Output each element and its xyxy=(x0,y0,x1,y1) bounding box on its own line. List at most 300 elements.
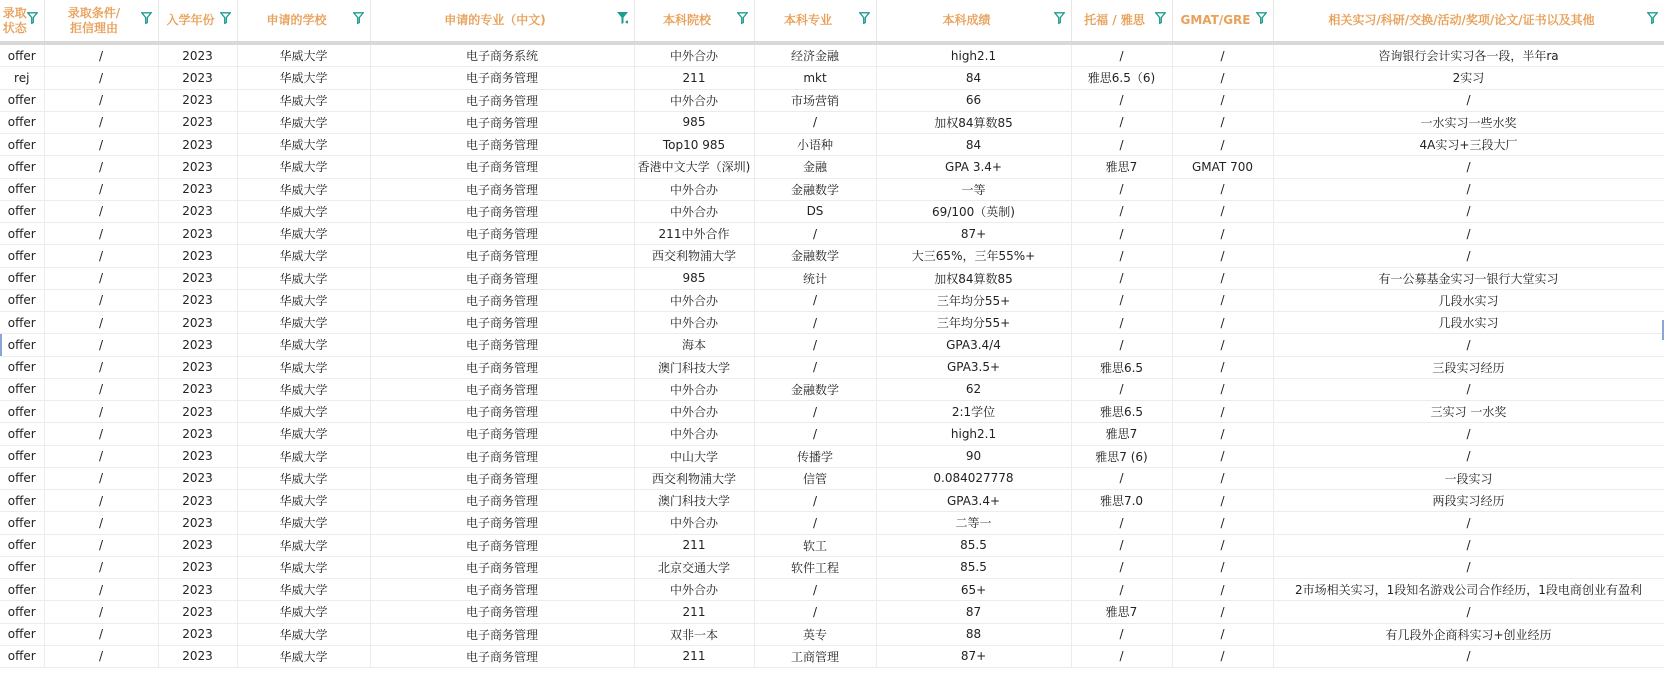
table-row[interactable] xyxy=(0,601,1664,623)
table-cell[interactable]: / xyxy=(44,601,158,623)
table-cell[interactable]: / xyxy=(1172,601,1273,623)
table-cell[interactable]: 中外合办 xyxy=(634,378,754,400)
table-cell[interactable]: / xyxy=(44,45,158,67)
table-cell[interactable]: / xyxy=(1172,267,1273,289)
table-cell[interactable]: 经济金融 xyxy=(754,45,876,67)
table-cell[interactable]: offer xyxy=(0,645,44,667)
table-cell[interactable]: 华威大学 xyxy=(237,267,370,289)
table-cell[interactable]: / xyxy=(1071,512,1172,534)
table-cell[interactable]: offer xyxy=(0,45,44,67)
table-cell[interactable]: / xyxy=(44,645,158,667)
table-cell[interactable]: 88 xyxy=(876,623,1071,645)
table-cell[interactable]: 澳门科技大学 xyxy=(634,490,754,512)
table-cell[interactable]: / xyxy=(1273,645,1664,667)
table-cell[interactable]: 电子商务管理 xyxy=(370,89,634,111)
table-cell[interactable]: / xyxy=(1172,556,1273,578)
table-cell[interactable]: 2023 xyxy=(158,445,237,467)
table-cell[interactable]: offer xyxy=(0,156,44,178)
table-cell[interactable]: 2023 xyxy=(158,223,237,245)
table-cell[interactable]: 电子商务管理 xyxy=(370,645,634,667)
table-cell[interactable]: 电子商务管理 xyxy=(370,490,634,512)
table-row[interactable] xyxy=(0,490,1664,512)
table-cell[interactable]: 西交利物浦大学 xyxy=(634,245,754,267)
table-cell[interactable]: / xyxy=(1172,245,1273,267)
table-cell[interactable]: mkt xyxy=(754,67,876,89)
table-cell[interactable]: 华威大学 xyxy=(237,378,370,400)
table-cell[interactable]: 一段实习 xyxy=(1273,467,1664,489)
table-cell[interactable]: 市场营销 xyxy=(754,89,876,111)
table-cell[interactable]: 中山大学 xyxy=(634,445,754,467)
table-cell[interactable]: offer xyxy=(0,623,44,645)
table-cell[interactable]: 中外合办 xyxy=(634,423,754,445)
table-cell[interactable]: / xyxy=(44,556,158,578)
table-cell[interactable]: 软工 xyxy=(754,534,876,556)
table-cell[interactable]: 三段实习经历 xyxy=(1273,356,1664,378)
table-cell[interactable]: 69/100（英制) xyxy=(876,200,1071,222)
table-cell[interactable]: 65+ xyxy=(876,579,1071,601)
table-cell[interactable]: 2023 xyxy=(158,312,237,334)
table-cell[interactable]: / xyxy=(1071,534,1172,556)
table-row[interactable] xyxy=(0,156,1664,178)
table-cell[interactable]: / xyxy=(754,401,876,423)
table-cell[interactable]: 2:1学位 xyxy=(876,401,1071,423)
table-cell[interactable]: 两段实习经历 xyxy=(1273,490,1664,512)
table-cell[interactable]: / xyxy=(754,111,876,133)
table-cell[interactable]: / xyxy=(754,289,876,311)
table-cell[interactable]: 2023 xyxy=(158,111,237,133)
table-cell[interactable]: 华威大学 xyxy=(237,356,370,378)
table-cell[interactable]: offer xyxy=(0,289,44,311)
table-cell[interactable]: 雅思7 xyxy=(1071,156,1172,178)
table-cell[interactable]: 中外合办 xyxy=(634,579,754,601)
table-cell[interactable]: 2023 xyxy=(158,601,237,623)
table-cell[interactable]: / xyxy=(1273,245,1664,267)
table-cell[interactable]: 金融数学 xyxy=(754,245,876,267)
table-cell[interactable]: offer xyxy=(0,111,44,133)
table-cell[interactable]: 中外合办 xyxy=(634,200,754,222)
table-cell[interactable]: offer xyxy=(0,534,44,556)
table-cell[interactable]: 华威大学 xyxy=(237,512,370,534)
table-row[interactable] xyxy=(0,512,1664,534)
table-cell[interactable]: / xyxy=(1071,111,1172,133)
table-cell[interactable]: / xyxy=(1071,267,1172,289)
table-cell[interactable]: 211 xyxy=(634,534,754,556)
table-row[interactable] xyxy=(0,200,1664,222)
table-cell[interactable]: 雅思7 xyxy=(1071,601,1172,623)
table-cell[interactable]: / xyxy=(1172,356,1273,378)
table-cell[interactable]: 电子商务系统 xyxy=(370,45,634,67)
table-cell[interactable]: / xyxy=(44,467,158,489)
column-header-5[interactable] xyxy=(634,0,754,41)
table-cell[interactable]: 华威大学 xyxy=(237,334,370,356)
column-header-9[interactable] xyxy=(1172,0,1273,41)
column-header-8[interactable] xyxy=(1071,0,1172,41)
table-row[interactable] xyxy=(0,267,1664,289)
table-cell[interactable]: offer xyxy=(0,378,44,400)
table-cell[interactable]: 2023 xyxy=(158,267,237,289)
table-cell[interactable]: 北京交通大学 xyxy=(634,556,754,578)
table-cell[interactable]: 87+ xyxy=(876,223,1071,245)
table-cell[interactable]: offer xyxy=(0,312,44,334)
table-cell[interactable]: / xyxy=(1071,645,1172,667)
table-cell[interactable]: 电子商务管理 xyxy=(370,623,634,645)
table-cell[interactable]: 2023 xyxy=(158,245,237,267)
table-cell[interactable]: 电子商务管理 xyxy=(370,245,634,267)
table-cell[interactable]: / xyxy=(44,223,158,245)
table-cell[interactable]: / xyxy=(1172,623,1273,645)
table-cell[interactable]: 金融数学 xyxy=(754,378,876,400)
table-cell[interactable]: 电子商务管理 xyxy=(370,156,634,178)
table-cell[interactable]: 海本 xyxy=(634,334,754,356)
table-cell[interactable]: 2023 xyxy=(158,89,237,111)
table-cell[interactable]: 电子商务管理 xyxy=(370,178,634,200)
table-row[interactable] xyxy=(0,445,1664,467)
table-cell[interactable]: GPA3.4/4 xyxy=(876,334,1071,356)
table-cell[interactable]: / xyxy=(44,312,158,334)
table-cell[interactable]: 2023 xyxy=(158,134,237,156)
table-cell[interactable]: 2023 xyxy=(158,556,237,578)
table-cell[interactable]: 电子商务管理 xyxy=(370,223,634,245)
table-row[interactable] xyxy=(0,534,1664,556)
table-cell[interactable]: 雅思7 (6) xyxy=(1071,445,1172,467)
table-cell[interactable]: offer xyxy=(0,178,44,200)
table-cell[interactable]: / xyxy=(1273,423,1664,445)
table-cell[interactable]: 华威大学 xyxy=(237,89,370,111)
table-cell[interactable]: 2023 xyxy=(158,623,237,645)
table-cell[interactable]: 小语种 xyxy=(754,134,876,156)
table-cell[interactable]: 华威大学 xyxy=(237,245,370,267)
table-cell[interactable]: 华威大学 xyxy=(237,156,370,178)
table-cell[interactable]: 2023 xyxy=(158,334,237,356)
table-cell[interactable]: 华威大学 xyxy=(237,178,370,200)
table-cell[interactable]: / xyxy=(44,89,158,111)
table-row[interactable] xyxy=(0,45,1664,67)
table-cell[interactable]: / xyxy=(1172,111,1273,133)
table-cell[interactable]: / xyxy=(1273,601,1664,623)
table-cell[interactable]: 一水实习一些水奖 xyxy=(1273,111,1664,133)
table-cell[interactable]: high2.1 xyxy=(876,45,1071,67)
table-cell[interactable]: 电子商务管理 xyxy=(370,467,634,489)
table-row[interactable] xyxy=(0,623,1664,645)
table-cell[interactable]: offer xyxy=(0,89,44,111)
table-cell[interactable]: / xyxy=(754,334,876,356)
table-cell[interactable]: 87+ xyxy=(876,645,1071,667)
table-cell[interactable]: / xyxy=(1071,623,1172,645)
table-cell[interactable]: / xyxy=(1071,200,1172,222)
table-cell[interactable]: 电子商务管理 xyxy=(370,378,634,400)
table-cell[interactable]: / xyxy=(44,534,158,556)
table-cell[interactable]: / xyxy=(1273,534,1664,556)
table-cell[interactable]: / xyxy=(1172,67,1273,89)
table-cell[interactable]: offer xyxy=(0,334,44,356)
table-cell[interactable]: offer xyxy=(0,445,44,467)
table-cell[interactable]: / xyxy=(1071,579,1172,601)
table-cell[interactable]: 咨询银行会计实习各一段，半年ra xyxy=(1273,45,1664,67)
table-cell[interactable]: / xyxy=(1172,445,1273,467)
table-cell[interactable]: / xyxy=(44,289,158,311)
table-cell[interactable]: 一等 xyxy=(876,178,1071,200)
table-row[interactable] xyxy=(0,334,1664,356)
table-cell[interactable]: offer xyxy=(0,200,44,222)
table-cell[interactable]: 双非一本 xyxy=(634,623,754,645)
filter-icon[interactable] xyxy=(1647,12,1658,24)
column-header-0[interactable] xyxy=(0,0,44,41)
table-cell[interactable]: / xyxy=(1172,534,1273,556)
table-row[interactable] xyxy=(0,245,1664,267)
table-cell[interactable]: / xyxy=(1273,512,1664,534)
table-cell[interactable]: 电子商务管理 xyxy=(370,267,634,289)
table-cell[interactable]: 三年均分55+ xyxy=(876,289,1071,311)
table-cell[interactable]: 电子商务管理 xyxy=(370,67,634,89)
table-cell[interactable]: GPA3.4+ xyxy=(876,490,1071,512)
table-cell[interactable]: / xyxy=(1273,445,1664,467)
table-cell[interactable]: / xyxy=(44,579,158,601)
table-cell[interactable]: / xyxy=(44,200,158,222)
table-cell[interactable]: / xyxy=(1172,334,1273,356)
table-cell[interactable]: 2023 xyxy=(158,45,237,67)
table-cell[interactable]: 2023 xyxy=(158,178,237,200)
filter-icon[interactable] xyxy=(859,12,870,24)
table-cell[interactable]: offer xyxy=(0,423,44,445)
table-cell[interactable]: / xyxy=(754,356,876,378)
table-cell[interactable]: / xyxy=(1273,334,1664,356)
table-cell[interactable]: / xyxy=(754,512,876,534)
table-cell[interactable]: / xyxy=(754,601,876,623)
filter-icon[interactable] xyxy=(1256,12,1267,24)
table-cell[interactable]: 85.5 xyxy=(876,534,1071,556)
table-cell[interactable]: offer xyxy=(0,134,44,156)
table-cell[interactable]: 211 xyxy=(634,601,754,623)
column-header-7[interactable] xyxy=(876,0,1071,41)
table-cell[interactable]: 电子商务管理 xyxy=(370,556,634,578)
table-cell[interactable]: 2023 xyxy=(158,67,237,89)
table-cell[interactable]: 西交利物浦大学 xyxy=(634,467,754,489)
table-cell[interactable]: / xyxy=(1273,378,1664,400)
filter-icon[interactable] xyxy=(737,12,748,24)
table-cell[interactable]: 华威大学 xyxy=(237,200,370,222)
table-cell[interactable]: 电子商务管理 xyxy=(370,289,634,311)
table-row[interactable] xyxy=(0,312,1664,334)
table-cell[interactable]: 211 xyxy=(634,645,754,667)
table-cell[interactable]: / xyxy=(44,445,158,467)
table-cell[interactable]: / xyxy=(1071,556,1172,578)
table-cell[interactable]: 2023 xyxy=(158,423,237,445)
table-cell[interactable]: offer xyxy=(0,267,44,289)
table-cell[interactable]: 华威大学 xyxy=(237,579,370,601)
table-cell[interactable]: 华威大学 xyxy=(237,490,370,512)
table-cell[interactable]: offer xyxy=(0,512,44,534)
table-cell[interactable]: 华威大学 xyxy=(237,467,370,489)
table-cell[interactable]: / xyxy=(44,512,158,534)
table-cell[interactable]: 2023 xyxy=(158,378,237,400)
table-cell[interactable]: 电子商务管理 xyxy=(370,445,634,467)
table-cell[interactable]: 信管 xyxy=(754,467,876,489)
table-cell[interactable]: 中外合办 xyxy=(634,512,754,534)
table-cell[interactable]: 62 xyxy=(876,378,1071,400)
column-header-3[interactable] xyxy=(237,0,370,41)
table-cell[interactable]: 2023 xyxy=(158,534,237,556)
table-cell[interactable]: / xyxy=(1172,401,1273,423)
table-cell[interactable]: 华威大学 xyxy=(237,289,370,311)
table-cell[interactable]: 华威大学 xyxy=(237,645,370,667)
table-cell[interactable]: 电子商务管理 xyxy=(370,134,634,156)
table-cell[interactable]: offer xyxy=(0,467,44,489)
table-cell[interactable]: / xyxy=(1172,467,1273,489)
table-cell[interactable]: / xyxy=(44,490,158,512)
table-cell[interactable]: 华威大学 xyxy=(237,134,370,156)
table-cell[interactable]: GMAT 700 xyxy=(1172,156,1273,178)
table-cell[interactable]: Top10 985 xyxy=(634,134,754,156)
table-cell[interactable]: 电子商务管理 xyxy=(370,356,634,378)
table-cell[interactable]: / xyxy=(44,156,158,178)
table-cell[interactable]: / xyxy=(1172,645,1273,667)
table-cell[interactable]: / xyxy=(1071,45,1172,67)
table-cell[interactable]: / xyxy=(1172,134,1273,156)
table-cell[interactable]: 2023 xyxy=(158,490,237,512)
table-cell[interactable]: 雅思7 xyxy=(1071,423,1172,445)
table-cell[interactable]: / xyxy=(754,490,876,512)
filter-icon[interactable] xyxy=(1155,12,1166,24)
table-cell[interactable]: 0.084027778 xyxy=(876,467,1071,489)
table-cell[interactable]: / xyxy=(44,178,158,200)
table-cell[interactable]: / xyxy=(44,245,158,267)
table-cell[interactable]: 84 xyxy=(876,67,1071,89)
table-cell[interactable]: / xyxy=(1172,512,1273,534)
table-row[interactable] xyxy=(0,645,1664,667)
table-cell[interactable]: / xyxy=(44,334,158,356)
table-cell[interactable]: / xyxy=(1273,89,1664,111)
table-cell[interactable]: 电子商务管理 xyxy=(370,579,634,601)
table-cell[interactable]: / xyxy=(44,67,158,89)
table-cell[interactable]: 电子商务管理 xyxy=(370,401,634,423)
table-cell[interactable]: / xyxy=(1071,312,1172,334)
table-cell[interactable]: / xyxy=(1172,200,1273,222)
table-cell[interactable]: 中外合办 xyxy=(634,89,754,111)
table-cell[interactable]: 985 xyxy=(634,111,754,133)
filter-icon[interactable] xyxy=(617,12,628,24)
table-cell[interactable]: 几段水实习 xyxy=(1273,312,1664,334)
table-cell[interactable]: 中外合办 xyxy=(634,312,754,334)
table-cell[interactable]: / xyxy=(1273,223,1664,245)
table-cell[interactable]: GPA3.5+ xyxy=(876,356,1071,378)
table-row[interactable] xyxy=(0,289,1664,311)
table-cell[interactable]: / xyxy=(754,579,876,601)
table-row[interactable] xyxy=(0,579,1664,601)
table-cell[interactable]: / xyxy=(1172,178,1273,200)
table-cell[interactable]: 华威大学 xyxy=(237,401,370,423)
table-row[interactable] xyxy=(0,378,1664,400)
table-cell[interactable]: rej xyxy=(0,67,44,89)
table-cell[interactable]: offer xyxy=(0,223,44,245)
table-cell[interactable]: / xyxy=(1172,45,1273,67)
table-cell[interactable]: / xyxy=(1071,334,1172,356)
table-cell[interactable]: 2023 xyxy=(158,289,237,311)
table-cell[interactable]: 中外合办 xyxy=(634,401,754,423)
table-cell[interactable]: / xyxy=(1172,289,1273,311)
table-cell[interactable]: 2023 xyxy=(158,356,237,378)
table-cell[interactable]: 2023 xyxy=(158,645,237,667)
table-cell[interactable]: 雅思6.5 xyxy=(1071,401,1172,423)
table-cell[interactable]: 211 xyxy=(634,67,754,89)
table-cell[interactable]: 香港中文大学（深圳) xyxy=(634,156,754,178)
table-cell[interactable]: 中外合办 xyxy=(634,289,754,311)
table-row[interactable] xyxy=(0,223,1664,245)
table-cell[interactable]: 电子商务管理 xyxy=(370,534,634,556)
table-cell[interactable]: / xyxy=(1071,289,1172,311)
table-cell[interactable]: / xyxy=(1071,245,1172,267)
column-header-6[interactable] xyxy=(754,0,876,41)
table-cell[interactable]: / xyxy=(1273,178,1664,200)
table-cell[interactable]: 电子商务管理 xyxy=(370,111,634,133)
table-cell[interactable]: 英专 xyxy=(754,623,876,645)
table-cell[interactable]: 统计 xyxy=(754,267,876,289)
table-cell[interactable]: / xyxy=(1172,423,1273,445)
table-cell[interactable]: / xyxy=(1071,134,1172,156)
table-cell[interactable]: 加权84算数85 xyxy=(876,111,1071,133)
table-cell[interactable]: 电子商务管理 xyxy=(370,512,634,534)
table-cell[interactable]: 华威大学 xyxy=(237,312,370,334)
table-cell[interactable]: 电子商务管理 xyxy=(370,334,634,356)
table-cell[interactable]: 华威大学 xyxy=(237,623,370,645)
table-cell[interactable]: / xyxy=(1071,89,1172,111)
table-cell[interactable]: / xyxy=(754,223,876,245)
table-cell[interactable]: DS xyxy=(754,200,876,222)
table-cell[interactable]: 传播学 xyxy=(754,445,876,467)
table-cell[interactable]: offer xyxy=(0,245,44,267)
table-cell[interactable]: offer xyxy=(0,401,44,423)
table-cell[interactable]: 2023 xyxy=(158,401,237,423)
table-cell[interactable]: 雅思7.0 xyxy=(1071,490,1172,512)
table-cell[interactable]: 华威大学 xyxy=(237,423,370,445)
table-cell[interactable]: 几段水实习 xyxy=(1273,289,1664,311)
table-cell[interactable]: / xyxy=(1172,223,1273,245)
table-cell[interactable]: / xyxy=(1071,178,1172,200)
table-cell[interactable]: / xyxy=(1172,579,1273,601)
table-cell[interactable]: / xyxy=(1273,200,1664,222)
table-cell[interactable]: 2023 xyxy=(158,200,237,222)
table-cell[interactable]: offer xyxy=(0,356,44,378)
table-cell[interactable]: 电子商务管理 xyxy=(370,423,634,445)
table-cell[interactable]: 华威大学 xyxy=(237,556,370,578)
table-cell[interactable]: / xyxy=(1071,223,1172,245)
table-cell[interactable]: / xyxy=(1273,556,1664,578)
table-cell[interactable]: 华威大学 xyxy=(237,67,370,89)
table-cell[interactable]: 85.5 xyxy=(876,556,1071,578)
table-cell[interactable]: 华威大学 xyxy=(237,223,370,245)
table-cell[interactable]: 雅思6.5 xyxy=(1071,356,1172,378)
table-cell[interactable]: offer xyxy=(0,556,44,578)
table-cell[interactable]: / xyxy=(1071,467,1172,489)
table-cell[interactable]: / xyxy=(44,267,158,289)
table-cell[interactable]: 有几段外企商科实习+创业经历 xyxy=(1273,623,1664,645)
filter-icon[interactable] xyxy=(1054,12,1065,24)
table-row[interactable] xyxy=(0,401,1664,423)
table-cell[interactable]: 二等一 xyxy=(876,512,1071,534)
table-row[interactable] xyxy=(0,89,1664,111)
table-cell[interactable]: 大三65%，三年55%+ xyxy=(876,245,1071,267)
table-row[interactable] xyxy=(0,356,1664,378)
table-cell[interactable]: 华威大学 xyxy=(237,111,370,133)
column-header-4[interactable] xyxy=(370,0,634,41)
table-cell[interactable]: 2023 xyxy=(158,579,237,601)
table-row[interactable] xyxy=(0,423,1664,445)
table-cell[interactable]: / xyxy=(1172,89,1273,111)
table-cell[interactable]: 华威大学 xyxy=(237,601,370,623)
table-cell[interactable]: / xyxy=(44,423,158,445)
table-cell[interactable]: / xyxy=(44,356,158,378)
column-header-10[interactable] xyxy=(1273,0,1664,41)
table-cell[interactable]: 66 xyxy=(876,89,1071,111)
